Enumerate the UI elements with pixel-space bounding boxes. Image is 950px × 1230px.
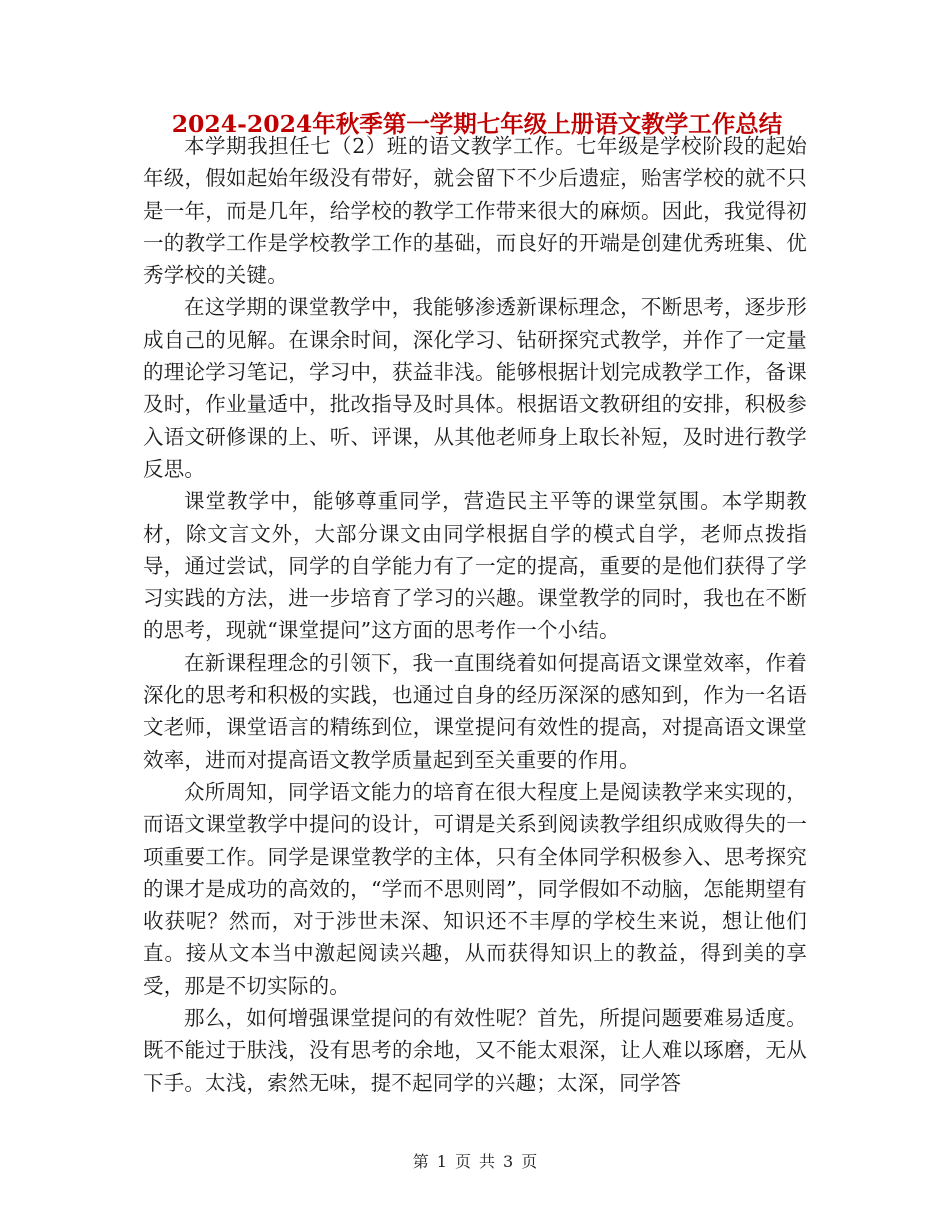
footer-prefix: 第: [412, 1152, 429, 1171]
footer-total-unit: 页: [521, 1152, 538, 1171]
paragraph-1: 本学期我担任七（2）班的语文教学工作。七年级是学校阶段的起始年级，假如起始年级没有带好，就会留下不少后遗症，贻害学校的就不只是一年，而是几年，给学校的教学工作带来很大的麻烦。因此，我觉得初一的教学工作是学校教学工作的基础，而良好的开端是创建优秀班集、优秀学校的关键。: [143, 134, 807, 288]
paragraph-4: 在新课程理念的引领下，我一直围绕着如何提高语文课堂效率，作着深化的思考和积极的实践，也通过自身的经历深深的感知到，作为一名语文老师，课堂语言的精练到位，课堂提问有效性的提高，对提高语文课堂效率，进而对提高语文教学质量起到至关重要的作用。: [143, 650, 807, 772]
footer-total-prefix: 共: [479, 1152, 496, 1171]
paragraph-3: 课堂教学中，能够尊重同学，营造民主平等的课堂氛围。本学期教材，除文言文外，大部分课文由同学根据自学的模式自学，老师点拨指导，通过尝试，同学的自学能力有了一定的提高，重要的是他们获得了学习实践的方法，进一步培育了学习的兴趣。课堂教学的同时，我也在不断的思考，现就“课堂提问”这方面的思考作一个小结。: [143, 489, 807, 643]
page-footer: [0, 1152, 950, 1172]
paragraph-5: 众所周知，同学语文能力的培育在很大程度上是阅读教学来实现的，而语文课堂教学中提问的设计，可谓是关系到阅读教学组织成败得失的一项重要工作。同学是课堂教学的主体，只有全体同学积极参入、思考探究的课才是成功的高效的，“学而不思则罔”，同学假如不动脑，怎能期望有收获呢？然而，对于涉世未深、知识还不丰厚的学校生来说，想让他们直。接从文本当中激起阅读兴趣，从而获得知识上的教益，得到美的享受，那是不切实际的。: [143, 779, 807, 998]
footer-total-pages: 3: [503, 1152, 514, 1171]
footer-page-number: 1: [436, 1152, 447, 1171]
document-title: 2024-2024年秋季第一学期七年级上册语文教学工作总结: [171, 110, 783, 138]
document-body: [143, 130, 807, 1099]
paragraph-6: 那么，如何增强课堂提问的有效性呢？首先，所提问题要难易适度。既不能过于肤浅，没有思考的余地，又不能太艰深，让人难以琢磨，无从下手。太浅，索然无味，提不起同学的兴趣；太深，同学答: [143, 1006, 807, 1095]
paragraph-2: 在这学期的课堂教学中，我能够渗透新课标理念，不断思考，逐步形成自己的见解。在课余时间，深化学习、钻研探究式教学，并作了一定量的理论学习笔记，学习中，获益非浅。能够根据计划完成教学工作，备课及时，作业量适中，批改指导及时具体。根据语文教研组的安排，积极参入语文研修课的上、听、评课，从其他老师身上取长补短，及时进行教学反思。: [143, 295, 807, 481]
footer-page-unit: 页: [454, 1152, 471, 1171]
